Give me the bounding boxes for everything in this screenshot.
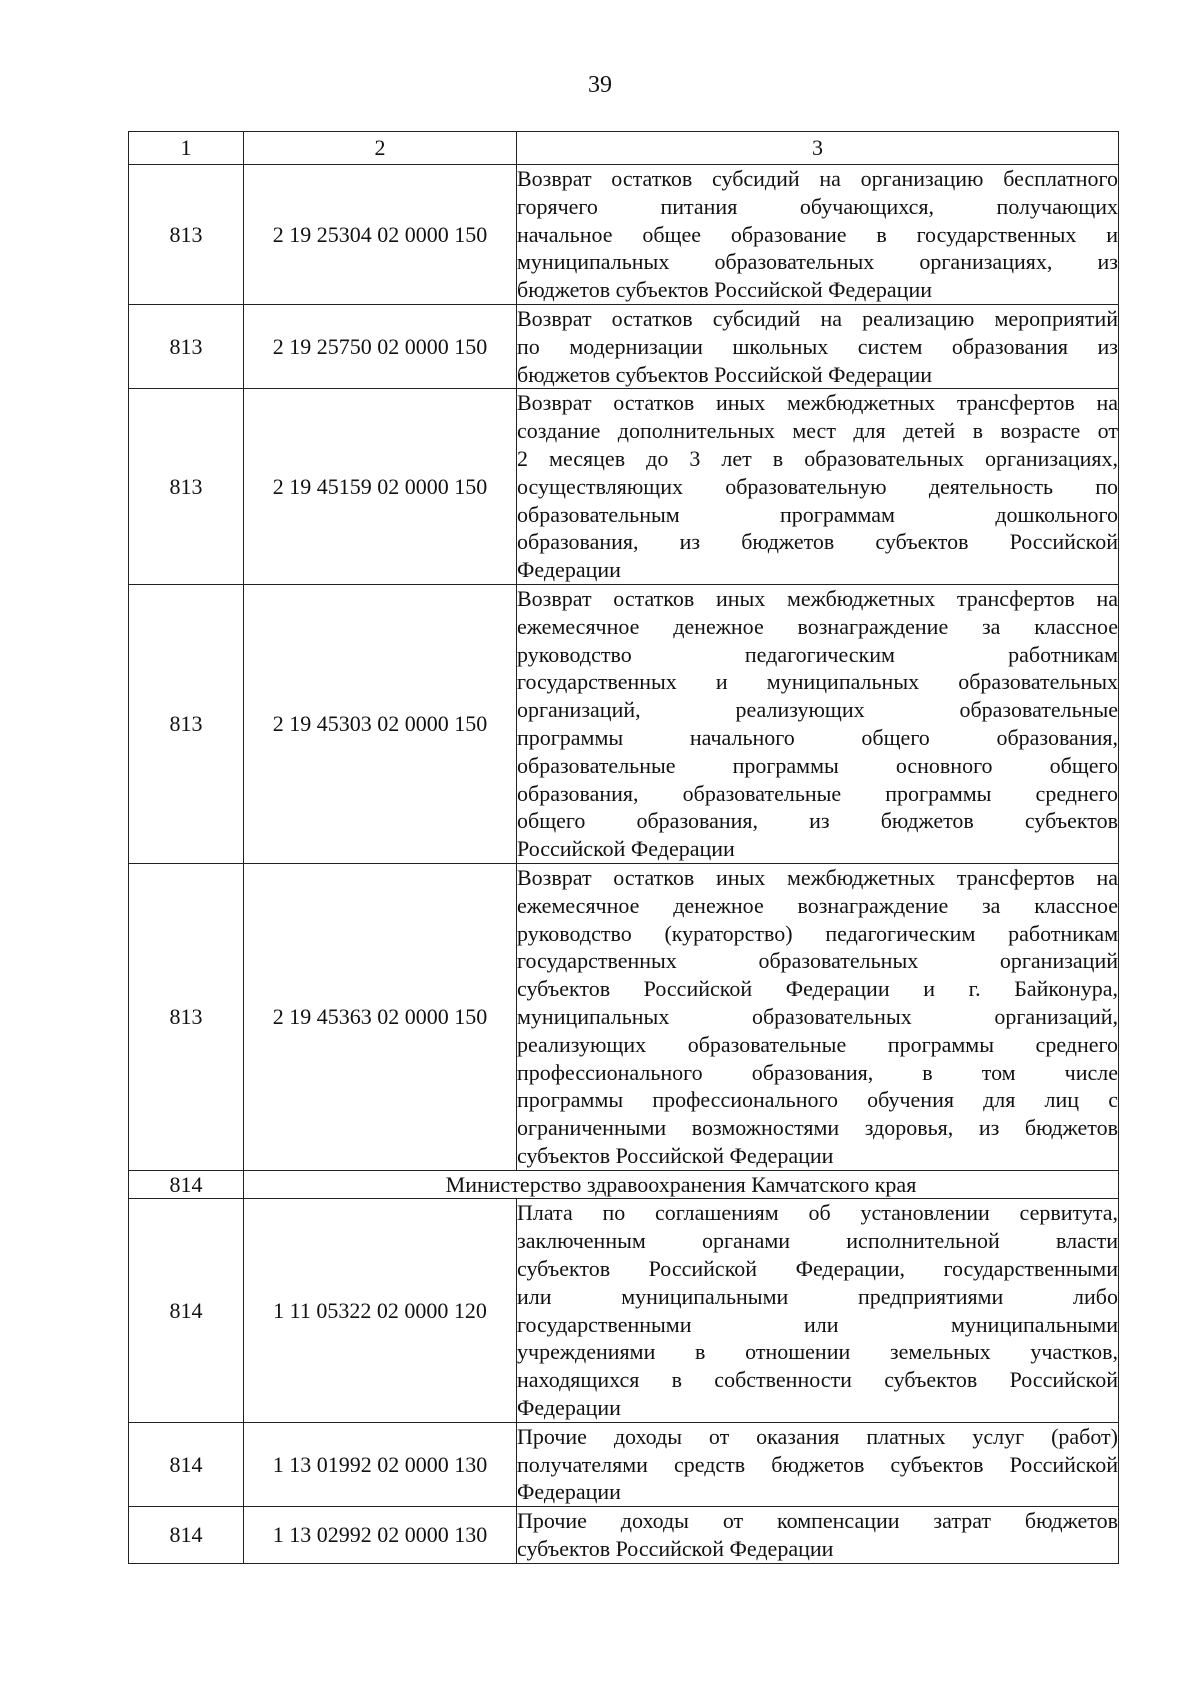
admin-code-cell: 814 [129,1507,244,1564]
description-line: общего образования, из бюджетов субъектов [517,808,1118,834]
table-row [129,1422,1119,1506]
revenue-code-cell: 1 13 01992 02 0000 130 [244,1422,517,1506]
table-row [129,863,1119,1170]
description-line: Федерации [517,1479,621,1505]
description-line: руководство (кураторство) педагогическим работникам [517,920,1118,946]
description-line: 2 месяцев до 3 лет в образовательных организациях, [517,445,1118,471]
table-header-row [129,132,1119,165]
revenue-code-cell: 2 19 45159 02 0000 150 [244,389,517,585]
description-cell [517,1507,1119,1564]
description-line: или муниципальными предприятиями либо [517,1283,1118,1309]
description-line: Российской Федерации [517,836,735,862]
description-cell [517,1422,1119,1506]
description-line: получателями средств бюджетов субъектов Российской [517,1451,1118,1477]
description-line: ограниченными возможностями здоровья, из бюджетов [517,1115,1118,1141]
description-line: Возврат остатков иных межбюджетных трансфертов на [517,585,1118,611]
admin-code-cell: 813 [129,389,244,585]
admin-code-cell: 814 [129,1170,244,1199]
description-line: начальное общее образование в государственных и [517,221,1118,247]
description-line: образовательным программам дошкольного [517,501,1118,527]
description-line: бюджетов субъектов Российской Федерации [517,277,932,303]
description-line: руководство педагогическим работникам [517,641,1118,667]
description-line: Прочие доходы от оказания платных услуг (работ) [517,1423,1118,1449]
admin-code-cell: 813 [129,165,244,305]
admin-code-cell: 813 [129,584,244,863]
description-line: организаций, реализующих образовательные [517,697,1118,723]
description-line: Прочие доходы от компенсации затрат бюджетов [517,1508,1118,1534]
description-line: Возврат остатков субсидий на организацию бесплатного [517,166,1118,191]
description-line: осуществляющих образовательную деятельность по [517,473,1118,499]
admin-code-cell: 814 [129,1422,244,1506]
description-line: Возврат остатков субсидий на реализацию мероприятий [517,305,1118,331]
column-header-3: 3 [517,132,1119,165]
description-line: субъектов Российской Федерации [517,1536,834,1562]
description-line: создание дополнительных мест для детей в возрасте от [517,418,1118,444]
admin-code-cell: 813 [129,863,244,1170]
table-row [129,1199,1119,1422]
description-line: бюджетов субъектов Российской Федерации [517,361,932,387]
revenue-code-cell: 1 11 05322 02 0000 120 [244,1199,517,1422]
description-cell [517,165,1119,305]
column-header-2: 2 [244,132,517,165]
description-line: горячего питания обучающихся, получающих [517,193,1118,219]
column-header-1: 1 [129,132,244,165]
description-line: образования, образовательные программы среднего [517,780,1118,806]
revenue-code-cell: 1 13 02992 02 0000 130 [244,1507,517,1564]
description-line: ежемесячное денежное вознаграждение за классное [517,613,1118,639]
description-cell [517,389,1119,585]
revenue-code-cell: 2 19 25750 02 0000 150 [244,304,517,388]
description-line: образовательные программы основного общего [517,752,1118,778]
description-cell [517,1199,1119,1422]
description-line: Возврат остатков иных межбюджетных трансфертов на [517,864,1118,890]
description-line: ежемесячное денежное вознаграждение за классное [517,892,1118,918]
description-line: Федерации [517,1395,621,1421]
description-cell [517,304,1119,388]
admin-code-cell: 813 [129,304,244,388]
description-line: учреждениями в отношении земельных участков, [517,1339,1118,1365]
revenue-codes-table [128,131,1119,1564]
description-line: Возврат остатков иных межбюджетных трансфертов на [517,390,1118,416]
table-row [129,1507,1119,1564]
description-line: профессионального образования, в том числе [517,1059,1118,1085]
description-line: государственных и муниципальных образовательных [517,669,1118,695]
description-line: субъектов Российской Федерации и г. Байконура, [517,976,1118,1002]
description-line: по модернизации школьных систем образования из [517,333,1118,359]
table-row [129,165,1119,305]
table-row-section-heading [129,1170,1119,1199]
description-line: заключенным органами исполнительной власти [517,1228,1118,1254]
description-line: Плата по соглашениям об установлении сервитута, [517,1200,1118,1226]
description-line: Федерации [517,557,621,583]
description-line: субъектов Российской Федерации, государственными [517,1256,1118,1282]
description-line: государственными или муниципальными [517,1311,1118,1337]
description-cell [517,863,1119,1170]
table-row [129,304,1119,388]
admin-code-cell: 814 [129,1199,244,1422]
table-row [129,389,1119,585]
description-line: государственных образовательных организаций [517,948,1118,974]
revenue-code-cell: 2 19 45303 02 0000 150 [244,584,517,863]
description-cell [517,584,1119,863]
revenue-code-cell: 2 19 45363 02 0000 150 [244,863,517,1170]
description-line: находящихся в собственности субъектов Российской [517,1367,1118,1393]
description-line: муниципальных образовательных организациях, из [517,249,1118,275]
description-line: муниципальных образовательных организаций, [517,1003,1118,1029]
description-line: программы профессионального обучения для лиц с [517,1087,1118,1113]
page-number: 39 [588,72,612,98]
description-line: субъектов Российской Федерации [517,1142,834,1168]
table-row [129,584,1119,863]
ministry-heading-cell: Министерство здравоохранения Камчатского края [244,1170,1119,1199]
description-line: программы начального общего образования, [517,724,1118,750]
revenue-code-cell: 2 19 25304 02 0000 150 [244,165,517,305]
description-line: образования, из бюджетов субъектов Российской [517,529,1118,555]
description-line: реализующих образовательные программы среднего [517,1031,1118,1057]
